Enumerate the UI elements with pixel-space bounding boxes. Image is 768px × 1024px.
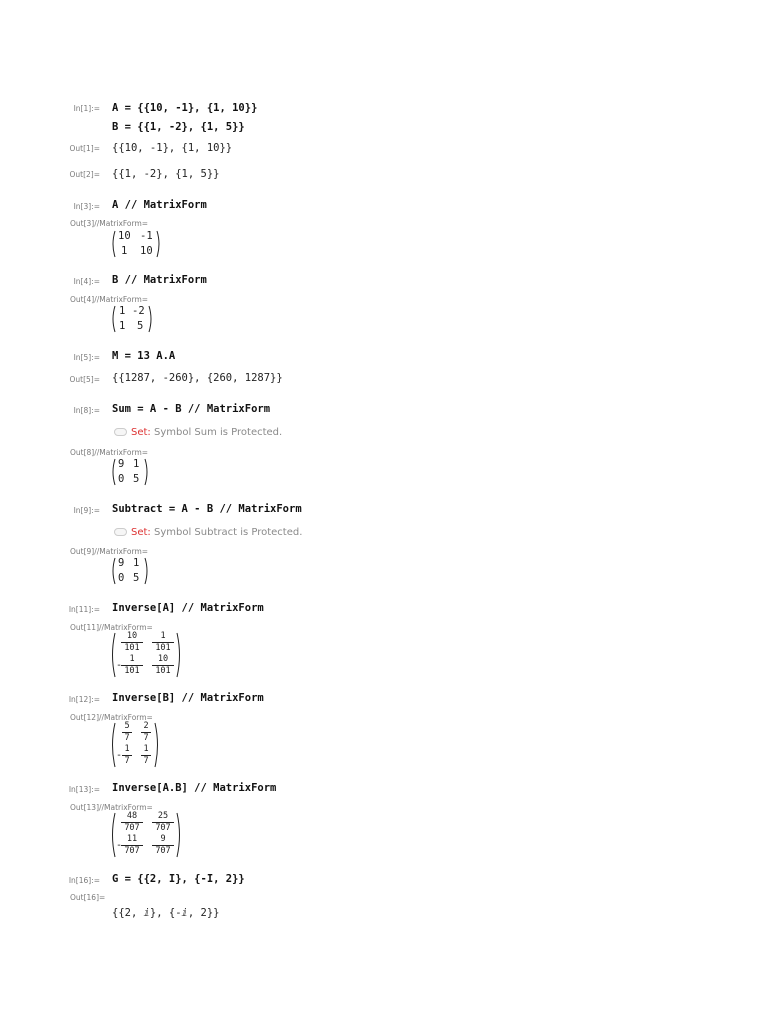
out-label-12: Out[12]//MatrixForm= xyxy=(70,713,153,722)
out-label-3: Out[3]//MatrixForm= xyxy=(70,219,149,228)
output-cell-1: {{10, -1}, {1, 10}} xyxy=(112,142,233,154)
minus-sign: - xyxy=(116,750,123,761)
fraction: $\frac{48}{707}$ xyxy=(121,811,143,834)
input-cell-1-line-1[interactable]: A = {{10, -1}, {1, 10}} xyxy=(112,102,258,114)
in-label-11: In[11]:= xyxy=(68,605,100,614)
fraction: $\frac{10}{101}$ xyxy=(121,631,143,654)
out-label-16: Out[16]= xyxy=(70,893,106,902)
message-icon[interactable] xyxy=(114,428,127,436)
message-icon[interactable] xyxy=(114,528,127,536)
matrix-cell: 0 xyxy=(118,473,125,485)
input-cell-9[interactable]: Subtract = A - B // MatrixForm xyxy=(112,503,302,515)
fraction: $\frac{1}{7}$ xyxy=(122,744,132,767)
message-head: Set: xyxy=(131,427,151,438)
in-label-9: In[9]:= xyxy=(73,506,100,515)
out-label-8: Out[8]//MatrixForm= xyxy=(70,448,149,457)
input-cell-4[interactable]: B // MatrixForm xyxy=(112,274,207,286)
out-label-5: Out[5]= xyxy=(69,375,100,384)
matrix-output-13 xyxy=(110,811,182,859)
minus-sign: - xyxy=(116,660,123,671)
matrix-cell: 5 xyxy=(133,473,140,485)
message-text: Symbol Subtract is Protected. xyxy=(150,527,303,538)
out-label-1: Out[1]= xyxy=(69,144,100,153)
fraction: $\frac{10}{101}$ xyxy=(152,654,174,677)
in-label-13: In[13]:= xyxy=(68,785,100,794)
fraction: $\frac{2}{7}$ xyxy=(141,721,151,744)
in-label-8: In[8]:= xyxy=(73,406,100,415)
output-cell-2: {{1, -2}, {1, 5}} xyxy=(112,168,220,180)
matrix-cell: 1 xyxy=(121,245,128,257)
matrix-brackets xyxy=(110,721,160,769)
in-label-16: In[16]:= xyxy=(68,876,100,885)
in-label-5: In[5]:= xyxy=(73,353,100,362)
out-label-4: Out[4]//MatrixForm= xyxy=(70,295,149,304)
in-label-3: In[3]:= xyxy=(73,202,100,211)
matrix-cell: -1 xyxy=(140,230,153,242)
fraction: $\frac{1}{101}$ xyxy=(121,654,143,677)
message-text: Symbol Sum is Protected. xyxy=(150,427,283,438)
input-cell-12[interactable]: Inverse[B] // MatrixForm xyxy=(112,692,264,704)
matrix-output-11 xyxy=(110,631,182,679)
matrix-cell: 1 xyxy=(133,557,140,569)
out-label-2: Out[2]= xyxy=(69,170,100,179)
matrix-output-8 xyxy=(110,457,150,487)
matrix-cell: 10 xyxy=(140,245,153,257)
input-cell-3[interactable]: A // MatrixForm xyxy=(112,199,207,211)
matrix-cell: 1 xyxy=(133,458,140,470)
matrix-brackets xyxy=(110,556,150,586)
output-cell-16: {{2, ⅈ}, {-ⅈ, 2}} xyxy=(112,907,220,919)
out-label-9: Out[9]//MatrixForm= xyxy=(70,547,149,556)
out-label-13: Out[13]//MatrixForm= xyxy=(70,803,153,812)
fraction: $\frac{5}{7}$ xyxy=(122,721,132,744)
matrix-cell: 1 xyxy=(119,305,126,317)
message-head: Set: xyxy=(131,527,151,538)
matrix-output-4 xyxy=(110,304,154,334)
matrix-cell: 0 xyxy=(118,572,125,584)
matrix-cell: 1 xyxy=(119,320,126,332)
fraction: $\frac{1}{101}$ xyxy=(152,631,174,654)
matrix-cell: 5 xyxy=(137,320,144,332)
in-label-4: In[4]:= xyxy=(73,277,100,286)
matrix-output-12 xyxy=(110,721,160,769)
matrix-brackets xyxy=(110,457,150,487)
output-cell-5: {{1287, -260}, {260, 1287}} xyxy=(112,372,283,384)
fraction: $\frac{1}{7}$ xyxy=(141,744,151,767)
out-label-11: Out[11]//MatrixForm= xyxy=(70,623,153,632)
input-cell-1-line-2[interactable]: B = {{1, -2}, {1, 5}} xyxy=(112,121,245,133)
fraction: $\frac{9}{707}$ xyxy=(152,834,174,857)
matrix-output-3 xyxy=(110,229,162,259)
fraction: $\frac{25}{707}$ xyxy=(152,811,174,834)
matrix-cell: 9 xyxy=(118,458,125,470)
in-label-12: In[12]:= xyxy=(68,695,100,704)
in-label-1: In[1]:= xyxy=(73,104,100,113)
message-8 xyxy=(114,427,282,438)
matrix-cell: 10 xyxy=(118,230,131,242)
input-cell-11[interactable]: Inverse[A] // MatrixForm xyxy=(112,602,264,614)
input-cell-5[interactable]: M = 13 A.A xyxy=(112,350,176,362)
matrix-output-9 xyxy=(110,556,150,586)
message-9 xyxy=(114,527,302,538)
matrix-cell: -2 xyxy=(132,305,145,317)
minus-sign: - xyxy=(116,840,123,851)
input-cell-16[interactable]: G = {{2, I}, {-I, 2}} xyxy=(112,873,245,885)
input-cell-13[interactable]: Inverse[A.B] // MatrixForm xyxy=(112,782,277,794)
fraction: $\frac{11}{707}$ xyxy=(121,834,143,857)
matrix-cell: 9 xyxy=(118,557,125,569)
matrix-cell: 5 xyxy=(133,572,140,584)
input-cell-8[interactable]: Sum = A - B // MatrixForm xyxy=(112,403,271,415)
